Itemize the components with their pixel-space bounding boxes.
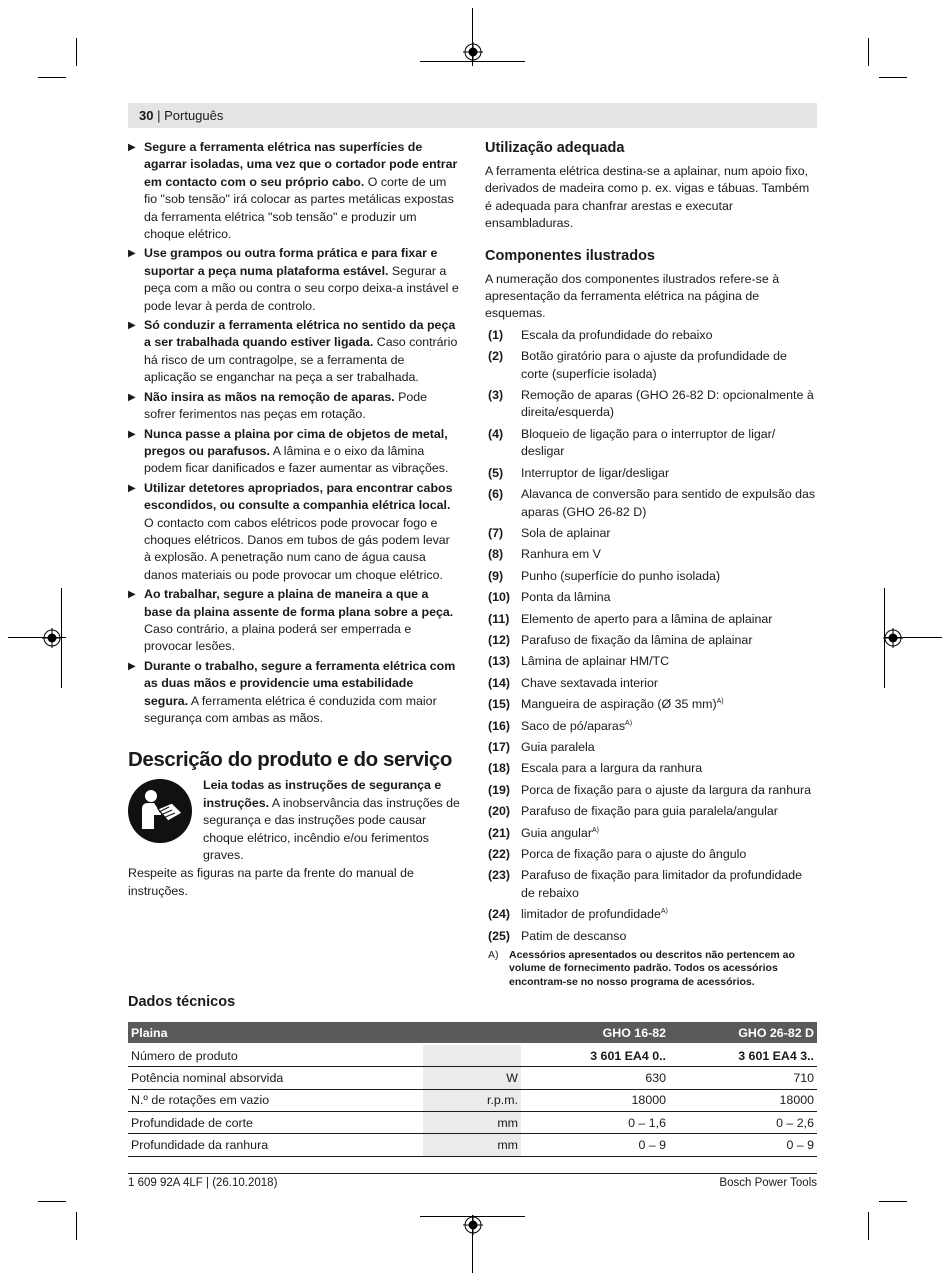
page-number: 30: [139, 108, 154, 123]
component-footnote-ref: A): [625, 719, 633, 727]
component-label: limitador de profundidade: [521, 907, 661, 922]
safety-bullet-bold: Nunca passe a plaina por cima de objetos de metal, pregos ou parafusos.: [144, 426, 448, 458]
safety-bullet-bold: Ao trabalhar, segure a plaina de maneira a que a base da plaina assente de forma plana sobre a peça.: [144, 587, 454, 619]
component-number: (6): [488, 487, 504, 502]
tech-data-title: Dados técnicos: [128, 994, 236, 1010]
component-number: (5): [488, 465, 504, 480]
footer-brand: Bosch Power Tools: [719, 1177, 817, 1189]
component-number: (19): [488, 782, 511, 797]
tech-row-unit: r.p.m.: [423, 1089, 521, 1111]
component-label: Porca de fixação para o ajuste da largura da ranhura: [521, 782, 811, 797]
safety-bullet: [128, 586, 460, 656]
tech-row-value-2: 710: [669, 1067, 817, 1089]
component-footnote-ref: A): [716, 698, 724, 706]
registration-mark-right-icon: [883, 628, 903, 648]
right-column: [485, 139, 817, 989]
tech-table-row: [128, 1067, 817, 1089]
safety-bullet-bold: Segure a ferramenta elétrica nas superfícies de agarrar isoladas, uma vez que o cortador pode entrar em contacto com o seu próprio cabo.: [144, 140, 458, 189]
tech-row-value-1: 18000: [521, 1089, 669, 1111]
left-column: [128, 139, 460, 900]
component-item: [485, 718, 817, 735]
registration-mark-left-icon: [42, 628, 62, 648]
safety-bullet-text: Segurar a peça com a mão ou contra o seu corpo deixa-a instável e pode levar à perda de controlo.: [144, 263, 459, 313]
component-label: Patim de descanso: [521, 928, 627, 943]
component-number: (12): [488, 632, 511, 647]
bullet-triangle-icon: ▶: [128, 320, 136, 332]
component-label: Remoção de aparas (GHO 26-82 D: opcionalmente à direita/esquerda): [521, 388, 814, 420]
components-intro: A numeração dos componentes ilustrados refere-se à apresentação da ferramenta elétrica na página de esquemas.: [485, 271, 780, 321]
safety-bullet-text: Caso contrário, a plaina poderá ser emperrada e provocar lesões.: [144, 621, 412, 654]
component-footnote-ref: A): [660, 908, 668, 916]
safety-bullet: [128, 426, 460, 478]
component-label: Escala para a largura da ranhura: [521, 761, 703, 776]
component-label: Elemento de aperto para a lâmina de aplainar: [521, 611, 773, 626]
components-title: Componentes ilustrados: [485, 247, 655, 264]
page-header: [139, 108, 223, 123]
crop-mark-bottom-right-h: [879, 1201, 907, 1202]
intended-use-title: Utilização adequada: [485, 140, 625, 156]
component-label: Botão giratório para o ajuste da profundidade de corte (superfície isolada): [521, 349, 787, 381]
tech-row-label: Profundidade de corte: [128, 1112, 423, 1134]
component-number: (22): [488, 847, 511, 861]
component-label: Chave sextavada interior: [521, 675, 659, 690]
component-item: [485, 675, 817, 692]
registration-mark-bottom-icon: [463, 1215, 483, 1235]
component-item: [485, 782, 817, 799]
safety-bullet-bold: Não insira as mãos na remoção de aparas.: [144, 389, 395, 404]
safety-bullet-bold: Só conduzir a ferramenta elétrica no sentido da peça a ser trabalhada quando estiver ligada.: [144, 318, 456, 350]
tech-row-unit: mm: [423, 1112, 521, 1134]
component-label: Parafuso de fixação para guia paralela/angular: [521, 804, 778, 819]
component-number: (10): [488, 590, 511, 605]
component-number: (4): [488, 426, 504, 441]
safety-bullet-text: Pode sofrer ferimentos nas peças em rotação.: [144, 389, 428, 422]
component-item: [485, 632, 817, 649]
component-label: Parafuso de fixação para limitador da profundidade de rebaixo: [521, 868, 803, 900]
component-label: Guia angular: [521, 825, 592, 840]
component-label: Porca de fixação para o ajuste do ângulo: [521, 847, 747, 861]
component-item: [485, 568, 817, 585]
safety-bullet-text: O contacto com cabos elétricos pode provocar fogo e choques elétricos. Danos em tubos de gás podem levar à explosão. A penetração num cano de água causa danos materiais ou pode provocar um choque elétrico.: [144, 515, 450, 582]
crop-mark-top-left-h: [38, 77, 66, 78]
component-item: [485, 327, 817, 344]
crop-mark-top-right-v: [868, 38, 869, 66]
component-item: [485, 760, 817, 777]
safety-bullet-text: A lâmina e o eixo da lâmina podem ficar danificados e fazer aumentar as vibrações.: [144, 443, 449, 476]
tech-row-unit: mm: [423, 1134, 521, 1156]
bullet-triangle-icon: ▶: [128, 142, 136, 153]
component-label: Lâmina de aplainar HM/TC: [521, 654, 670, 669]
tech-row-value-1: 630: [521, 1067, 669, 1089]
component-number: (9): [488, 568, 504, 583]
tech-table-row: [128, 1112, 817, 1134]
safety-bullet-bold: Durante o trabalho, segure a ferramenta elétrica com as duas mãos e providencie uma estabilidade segura.: [144, 658, 456, 708]
footnote-mark: A): [488, 949, 499, 962]
footer-rule: [128, 1173, 817, 1174]
tech-row-value-2: 18000: [669, 1089, 817, 1111]
component-label: Mangueira de aspiração (Ø 35 mm): [521, 697, 717, 712]
component-item: [485, 525, 817, 542]
component-item: [485, 906, 817, 923]
crop-mark-top-left-v: [76, 38, 77, 66]
component-item: [485, 465, 817, 482]
component-label: Ponta da lâmina: [521, 590, 611, 605]
tech-row-unit: [423, 1044, 521, 1066]
component-label: Bloqueio de ligação para o interruptor de ligar/ desligar: [521, 426, 776, 459]
component-item: [485, 696, 817, 713]
component-label: Ranhura em V: [521, 547, 601, 562]
safety-bullet: [128, 245, 460, 315]
read-instructions-notice: [128, 777, 460, 865]
component-item: [485, 739, 817, 756]
footnote-text: Acessórios apresentados ou descritos não pertencem ao volume de fornecimento padrão. Todos os acessórios encontram-se no nosso programa de acessórios.: [509, 949, 795, 988]
safety-bullet: [128, 139, 460, 243]
component-label: Sola de aplainar: [521, 525, 611, 540]
tech-header-unit: [423, 1022, 521, 1044]
figures-note: Respeite as figuras na parte da frente do manual de instruções.: [128, 866, 414, 898]
safety-bullet-bold: Utilizar detetores apropriados, para encontrar cabos escondidos, ou consulte a companhia elétrica local.: [144, 480, 453, 513]
tech-row-value-1: 0 – 9: [521, 1134, 669, 1156]
safety-bullet: [128, 658, 460, 728]
component-number: (15): [488, 697, 511, 712]
component-number: (3): [488, 388, 504, 403]
component-item: [485, 546, 817, 563]
component-number: (20): [488, 804, 511, 819]
safety-bullet-text: Caso contrário há risco de um contragolpe, se a ferramenta de aplicação se enganchar na peça a ser trabalhada.: [144, 335, 458, 385]
components-footnote: [485, 949, 817, 989]
component-number: (16): [488, 718, 511, 733]
tech-row-label: Potência nominal absorvida: [128, 1067, 423, 1089]
component-item: [485, 387, 817, 422]
header-language: Português: [164, 108, 224, 123]
component-item: [485, 928, 817, 945]
tech-row-value-2: 0 – 9: [669, 1134, 817, 1156]
tech-row-label: Número de produto: [128, 1044, 423, 1066]
tech-row-value-1: 3 601 EA4 0..: [521, 1044, 669, 1066]
registration-mark-top-icon: [463, 42, 483, 62]
crop-mark-bottom-right-v: [868, 1212, 869, 1240]
component-number: (24): [488, 907, 511, 922]
notice-bold-text: Leia todas as instruções de segurança e instruções.: [203, 778, 442, 810]
intended-use-text: A ferramenta elétrica destina-se a aplainar, num apoio fixo, derivados de madeira como p. ex. vigas e tábuas. Também é adequada para chanfrar arestas e executar ensambladuras.: [485, 164, 810, 231]
component-label: Alavanca de conversão para sentido de expulsão das aparas (GHO 26-82 D): [521, 487, 816, 519]
tech-table-row: [128, 1089, 817, 1111]
bullet-triangle-icon: ▶: [128, 589, 136, 601]
component-item: [485, 611, 817, 628]
tech-table-row: [128, 1134, 817, 1156]
tech-header-model-1: GHO 16-82: [521, 1022, 669, 1044]
page-header-bar: [128, 103, 817, 128]
component-item: [485, 846, 817, 863]
safety-bullet: [128, 480, 460, 584]
tech-row-value-2: 0 – 2,6: [669, 1112, 817, 1134]
bullet-triangle-icon: ▶: [128, 660, 136, 672]
safety-bullet-text: O corte de um fio "sob tensão" irá colocar as partes metálicas expostas da ferramenta elétrica "sob tensão" e produzir um choque elétrico.: [144, 174, 454, 242]
tech-header-model-2: GHO 26-82 D: [669, 1022, 817, 1044]
tech-row-label: Profundidade da ranhura: [128, 1134, 423, 1156]
component-number: (11): [488, 611, 510, 626]
component-item: [485, 589, 817, 606]
bullet-triangle-icon: ▶: [128, 428, 136, 440]
component-item: [485, 803, 817, 820]
component-item: [485, 825, 817, 842]
safety-bullet-list: [128, 139, 460, 727]
component-label: Punho (superfície do punho isolada): [521, 568, 721, 583]
component-number: (14): [488, 675, 511, 690]
safety-bullet-text: A ferramenta elétrica é conduzida com maior segurança com ambas as mãos.: [144, 693, 437, 725]
tech-header-label: Plaina: [128, 1022, 423, 1044]
component-label: Parafuso de fixação da lâmina de aplainar: [521, 632, 753, 647]
tech-table-row: [128, 1044, 817, 1066]
component-label: Interruptor de ligar/desligar: [521, 465, 670, 480]
bullet-triangle-icon: ▶: [128, 482, 136, 494]
safety-bullet: [128, 389, 460, 424]
component-item: [485, 867, 817, 902]
components-list: [485, 327, 817, 945]
component-number: (21): [488, 825, 511, 840]
component-item: [485, 348, 817, 383]
tech-row-label: N.º de rotações em vazio: [128, 1089, 423, 1111]
tech-table-header-row: [128, 1022, 817, 1044]
component-footnote-ref: A): [591, 826, 599, 834]
crop-mark-bottom-left-v: [76, 1212, 77, 1240]
component-label: Escala da profundidade do rebaixo: [521, 327, 713, 342]
safety-bullet: [128, 317, 460, 387]
component-number: (8): [488, 547, 504, 562]
component-item: [485, 426, 817, 461]
tech-row-unit: W: [423, 1067, 521, 1089]
component-item: [485, 486, 817, 521]
component-number: (13): [488, 654, 511, 669]
component-number: (23): [488, 868, 511, 883]
notice-text: A inobservância das instruções de segurança e das instruções pode causar choque elétrico, incêndio e/ou ferimentos graves.: [203, 795, 460, 863]
component-label: Saco de pó/aparas: [521, 718, 626, 733]
component-number: (7): [488, 525, 504, 540]
component-number: (25): [488, 928, 511, 943]
tech-row-value-2: 3 601 EA4 3..: [669, 1044, 817, 1066]
header-separator: |: [157, 108, 161, 123]
bullet-triangle-icon: ▶: [128, 391, 136, 403]
component-number: (17): [488, 739, 511, 754]
crop-mark-bottom-left-h: [38, 1201, 66, 1202]
bullet-triangle-icon: ▶: [128, 248, 136, 260]
component-number: (1): [488, 327, 504, 342]
component-number: (18): [488, 761, 511, 776]
component-number: (2): [488, 349, 504, 364]
crop-mark-top-right-h: [879, 77, 907, 78]
component-item: [485, 653, 817, 670]
safety-bullet-bold: Use grampos ou outra forma prática e para fixar e suportar a peça numa plataforma estável.: [144, 246, 438, 278]
component-label: Guia paralela: [521, 739, 595, 754]
tech-row-value-1: 0 – 1,6: [521, 1112, 669, 1134]
footer-doc-code: 1 609 92A 4LF | (26.10.2018): [128, 1177, 278, 1189]
read-manual-icon: [128, 779, 192, 843]
product-section-title: Descrição do produto e do serviço: [128, 748, 452, 772]
tech-data-table: [128, 1022, 817, 1157]
